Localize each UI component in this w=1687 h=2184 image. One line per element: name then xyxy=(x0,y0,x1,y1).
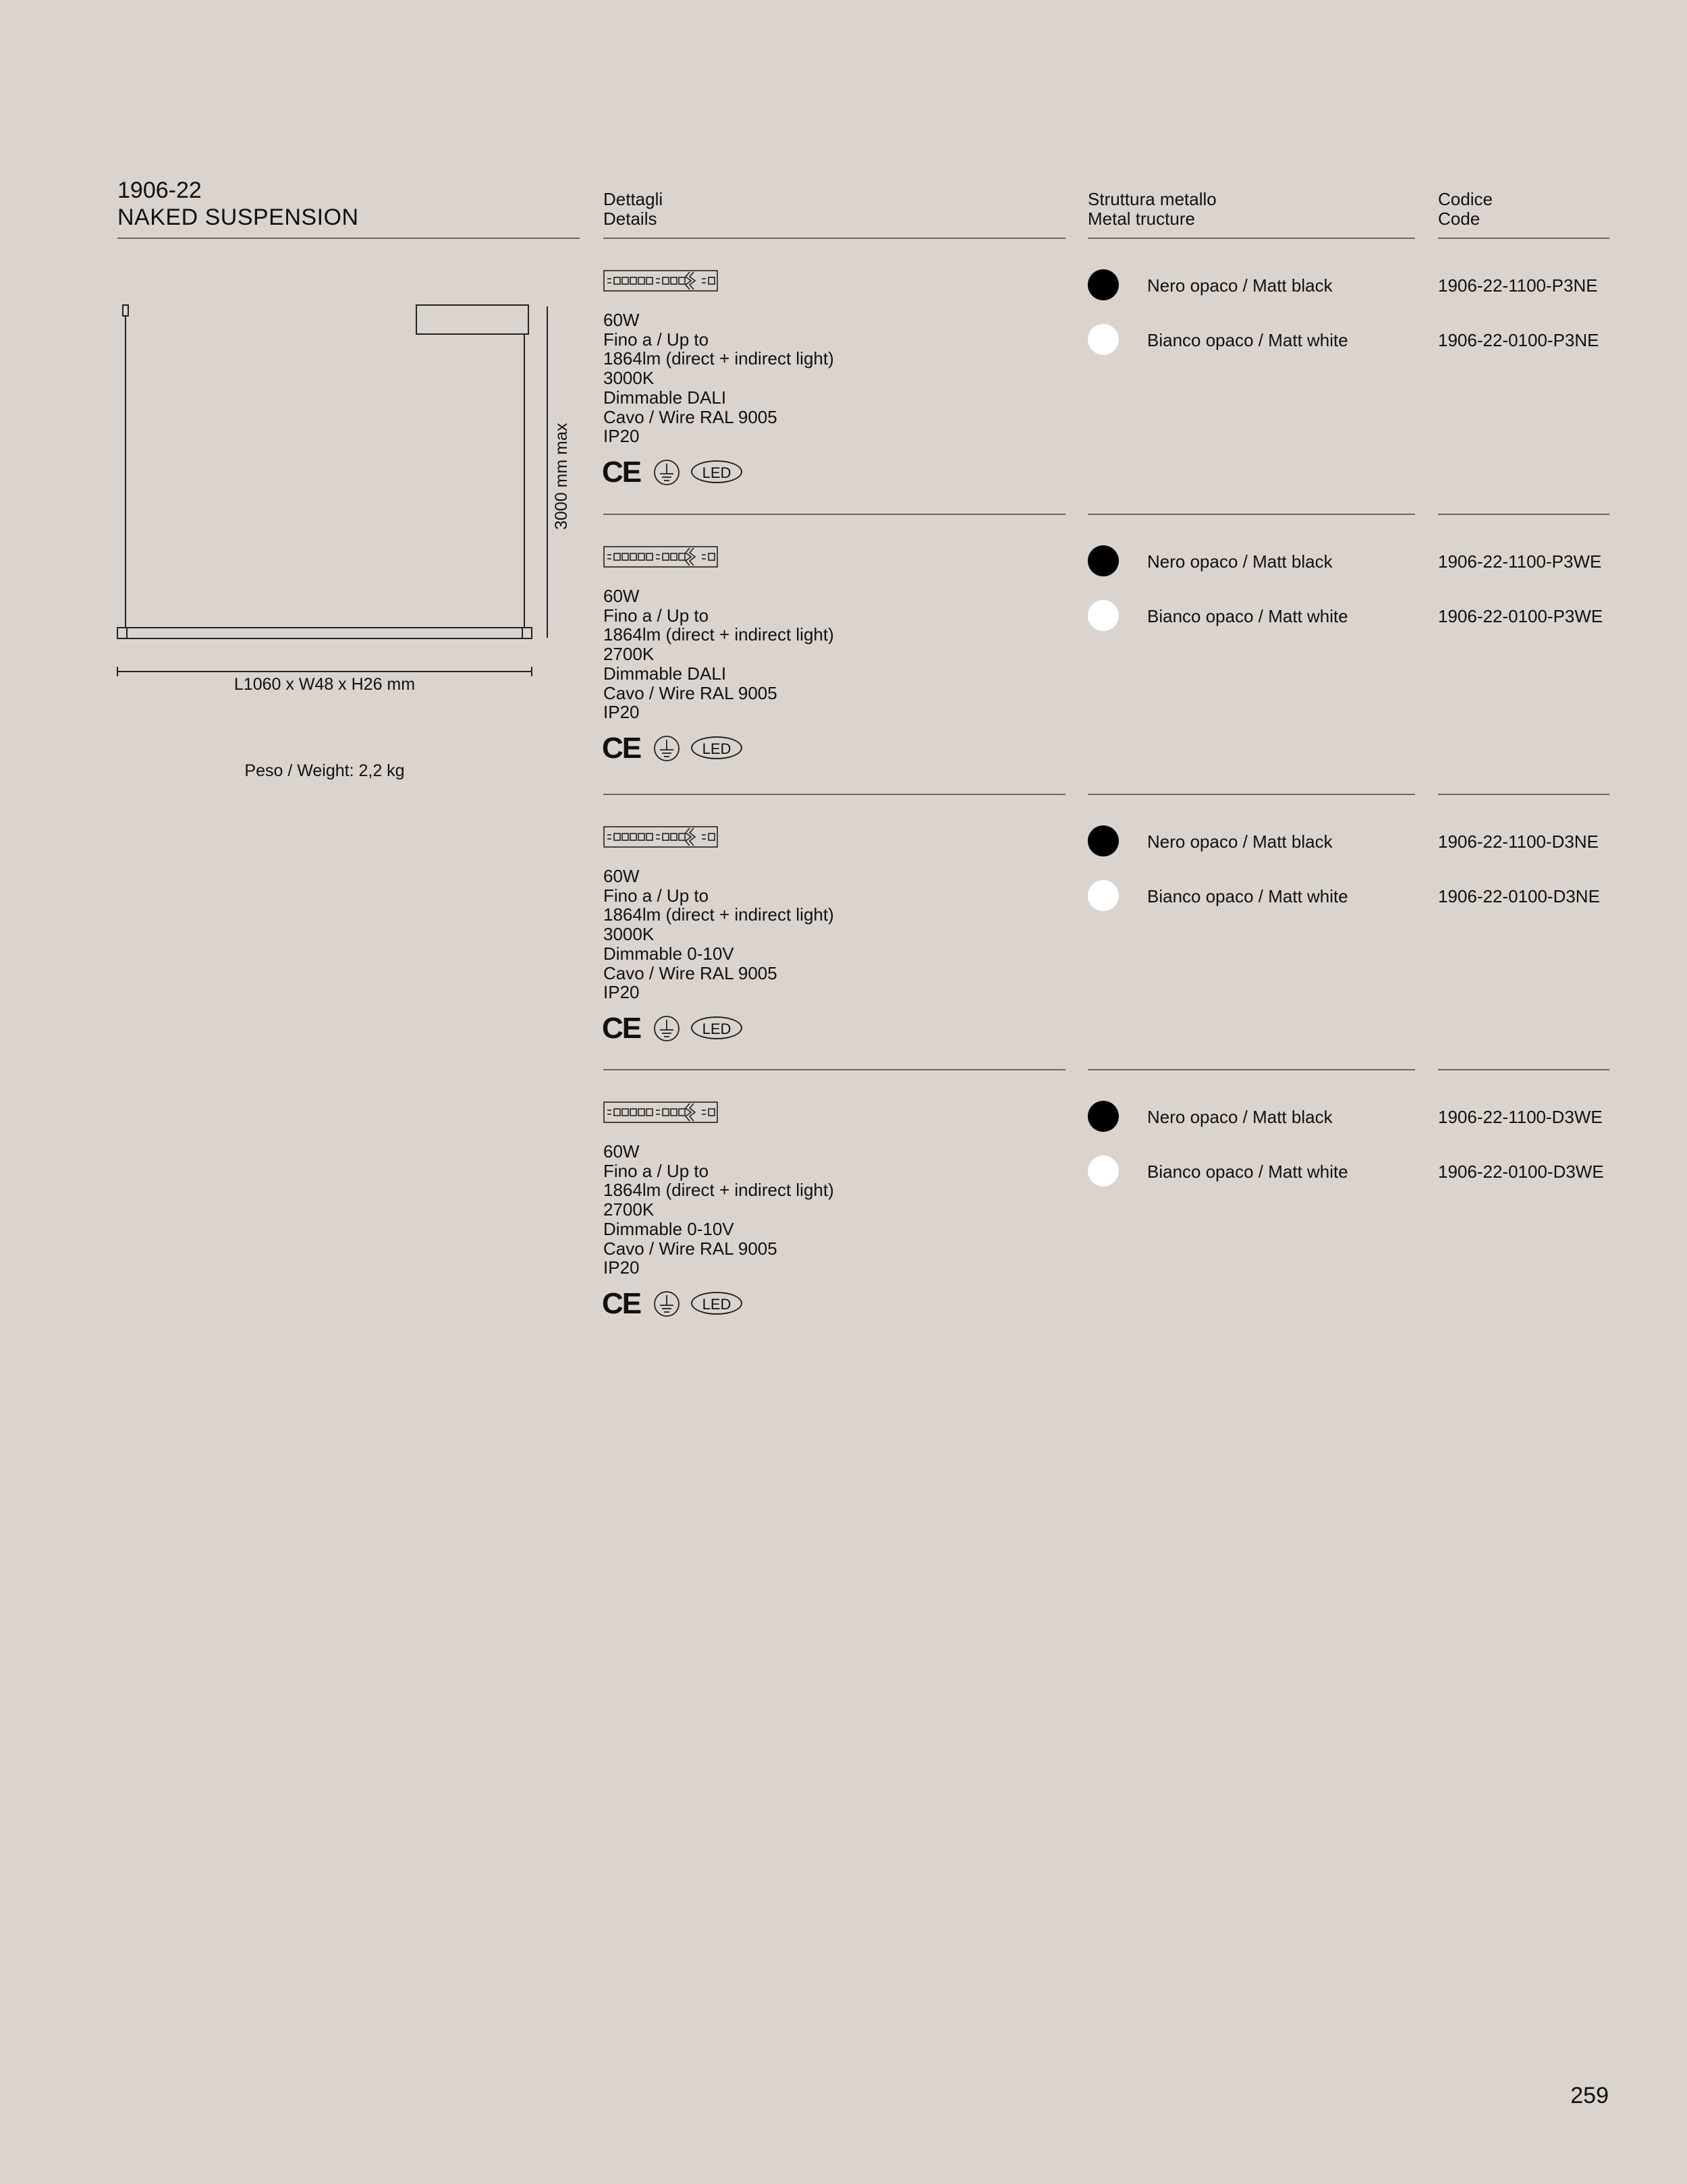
spec-line: 2700K xyxy=(603,644,655,665)
page-number: 259 xyxy=(1570,2083,1609,2108)
led-badge-icon: LED xyxy=(691,1292,742,1315)
column-header-structure xyxy=(1088,190,1217,229)
ceiling-attachment-icon xyxy=(123,305,128,316)
weight-label: Peso / Weight: 2,2 kg xyxy=(244,761,405,780)
spec-line: 1864lm (direct + indirect light) xyxy=(603,1180,834,1201)
spec-line: 1864lm (direct + indirect light) xyxy=(603,904,834,925)
swatch-matt-white xyxy=(1088,600,1119,631)
finish-label: Bianco opaco / Matt white xyxy=(1147,330,1348,350)
ground-symbol-icon xyxy=(653,1015,680,1042)
finish-label: Bianco opaco / Matt white xyxy=(1147,886,1348,906)
finish-label: Nero opaco / Matt black xyxy=(1147,831,1333,852)
finish-label: Bianco opaco / Matt white xyxy=(1147,606,1348,626)
product-code-value: 1906-22-1100-P3NE xyxy=(1438,275,1598,296)
product-code-value: 1906-22-1100-D3NE xyxy=(1438,831,1599,852)
variant-divider-structure xyxy=(1088,514,1415,515)
spec-line: Fino a / Up to xyxy=(603,885,709,906)
variant-divider-code xyxy=(1438,794,1609,795)
swatch-matt-black xyxy=(1088,269,1119,300)
spec-line: Cavo / Wire RAL 9005 xyxy=(603,406,777,427)
finish-label: Nero opaco / Matt black xyxy=(1147,551,1333,572)
header-divider-left xyxy=(117,238,580,239)
spec-line: Cavo / Wire RAL 9005 xyxy=(603,962,777,983)
spec-line: Fino a / Up to xyxy=(603,329,709,350)
spec-line: 60W xyxy=(603,310,640,330)
dimensions-label: L1060 x W48 x H26 mm xyxy=(233,675,416,694)
driver-wiring-icon xyxy=(603,826,718,848)
driver-wiring-icon xyxy=(603,546,718,568)
variant-divider-code xyxy=(1438,514,1609,515)
finish-label: Nero opaco / Matt black xyxy=(1147,275,1333,296)
variant-divider-details xyxy=(603,794,1066,795)
column-header-code-it: Codice xyxy=(1438,189,1493,209)
product-code-value: 1906-22-0100-P3WE xyxy=(1438,606,1603,626)
spec-line: 2700K xyxy=(603,1199,655,1220)
led-badge-icon: LED xyxy=(691,1016,742,1039)
column-header-details-it: Dettagli xyxy=(603,189,663,209)
spec-line: 60W xyxy=(603,586,640,606)
spec-line: 60W xyxy=(603,1141,640,1162)
spec-line: Fino a / Up to xyxy=(603,605,709,626)
ce-mark-icon: CE xyxy=(602,1287,641,1320)
ce-mark-icon: CE xyxy=(602,1012,641,1045)
ground-symbol-icon xyxy=(653,459,680,486)
variant-divider-structure xyxy=(1088,1069,1415,1070)
spec-line: 3000K xyxy=(603,368,655,389)
spec-list xyxy=(603,867,834,1002)
driver-wiring-icon xyxy=(603,1101,718,1123)
driver-wiring-icon xyxy=(603,270,718,292)
spec-line: IP20 xyxy=(603,1257,640,1278)
spec-line: IP20 xyxy=(603,982,640,1003)
product-name: NAKED SUSPENSION xyxy=(117,204,359,230)
lamp-bar xyxy=(117,628,532,638)
led-badge-icon: LED xyxy=(691,736,742,759)
finish-label: Bianco opaco / Matt white xyxy=(1147,1162,1348,1182)
product-code-value: 1906-22-0100-D3NE xyxy=(1438,886,1600,906)
spec-list xyxy=(603,310,834,446)
product-code-value: 1906-22-0100-P3NE xyxy=(1438,330,1599,350)
ce-mark-icon: CE xyxy=(602,456,641,489)
canopy xyxy=(416,305,528,334)
product-code-value: 1906-22-1100-P3WE xyxy=(1438,551,1602,572)
column-header-code xyxy=(1438,190,1493,229)
spec-line: 60W xyxy=(603,866,640,886)
header-divider-code xyxy=(1438,238,1609,239)
spec-list xyxy=(603,586,834,722)
spec-line: Dimmable 0-10V xyxy=(603,1218,734,1239)
swatch-matt-white xyxy=(1088,324,1119,355)
spec-line: Dimmable DALI xyxy=(603,387,727,408)
led-badge-icon: LED xyxy=(691,460,742,483)
header-divider-details xyxy=(603,238,1066,239)
ce-mark-icon: CE xyxy=(602,732,641,765)
variant-divider-details xyxy=(603,514,1066,515)
spec-line: 3000K xyxy=(603,924,655,945)
variant-divider-code xyxy=(1438,1069,1609,1070)
spec-line: IP20 xyxy=(603,426,640,447)
swatch-matt-black xyxy=(1088,825,1119,856)
finish-label: Nero opaco / Matt black xyxy=(1147,1107,1333,1127)
spec-line: 1864lm (direct + indirect light) xyxy=(603,348,834,369)
ground-symbol-icon xyxy=(653,1290,680,1317)
spec-list xyxy=(603,1142,834,1278)
spec-line: Dimmable 0-10V xyxy=(603,943,734,964)
swatch-matt-black xyxy=(1088,1101,1119,1132)
swatch-matt-white xyxy=(1088,1155,1119,1186)
spec-line: Cavo / Wire RAL 9005 xyxy=(603,682,777,703)
height-dimension-label: 3000 mm max xyxy=(552,422,571,530)
column-header-details xyxy=(603,190,663,229)
spec-line: Fino a / Up to xyxy=(603,1160,709,1181)
product-technical-drawing xyxy=(108,297,553,702)
column-header-structure-en: Metal tructure xyxy=(1088,209,1195,229)
product-code-value: 1906-22-0100-D3WE xyxy=(1438,1162,1604,1182)
swatch-matt-white xyxy=(1088,880,1119,911)
variant-divider-structure xyxy=(1088,794,1415,795)
product-code: 1906-22 xyxy=(117,178,202,203)
spec-line: IP20 xyxy=(603,702,640,723)
column-header-details-en: Details xyxy=(603,209,657,229)
column-header-structure-it: Struttura metallo xyxy=(1088,189,1217,209)
spec-line: 1864lm (direct + indirect light) xyxy=(603,624,834,645)
product-code-value: 1906-22-1100-D3WE xyxy=(1438,1107,1603,1127)
swatch-matt-black xyxy=(1088,545,1119,576)
spec-line: Dimmable DALI xyxy=(603,663,727,684)
header-divider-structure xyxy=(1088,238,1415,239)
variant-divider-details xyxy=(603,1069,1066,1070)
column-header-code-en: Code xyxy=(1438,209,1481,229)
ground-symbol-icon xyxy=(653,735,680,762)
spec-line: Cavo / Wire RAL 9005 xyxy=(603,1238,777,1259)
